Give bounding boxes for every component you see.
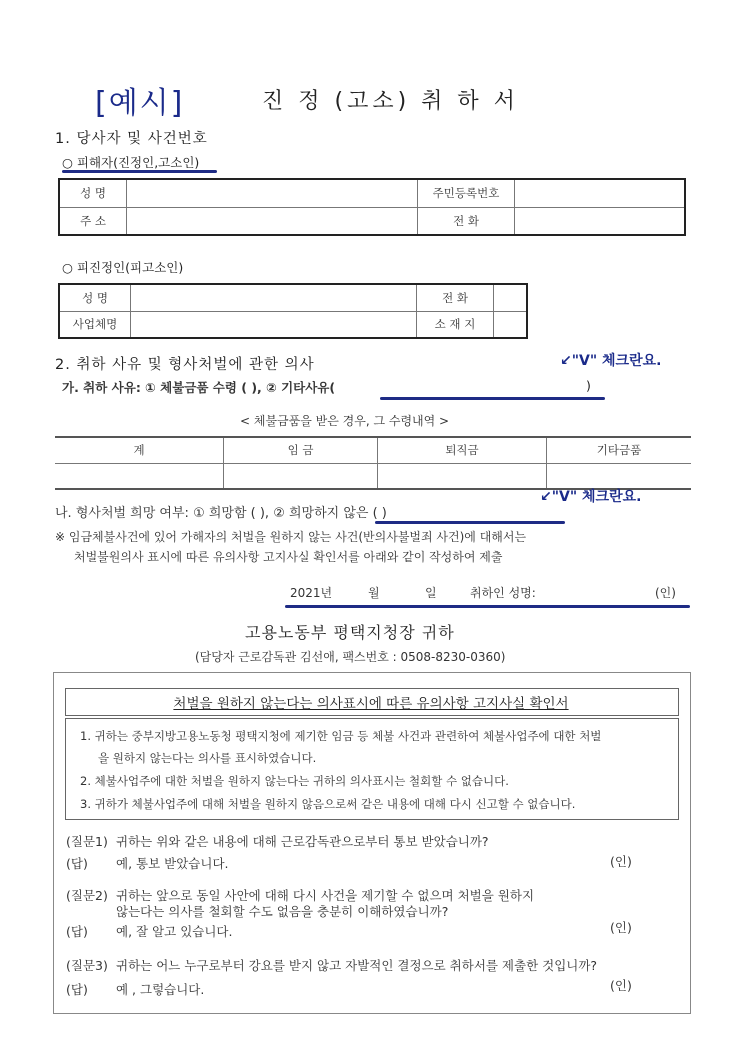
respondent-name-field[interactable] <box>131 284 417 311</box>
respondent-table <box>58 283 528 339</box>
check-annotation-2: ↙"V" 체크란요. <box>540 489 642 505</box>
respondent-company-label: 사업체명 <box>59 311 131 338</box>
a2-text: 예, 잘 알고 있습니다. <box>116 924 233 939</box>
signer-label: 취하인 성명: <box>470 586 536 600</box>
q3-text: 귀하는 어느 누구로부터 강요를 받지 않고 자발적인 결정으로 취하서를 제출한 것입니까? <box>116 958 598 973</box>
addressee-title: 고용노동부 평택지청장 귀하 <box>245 623 455 642</box>
reason-close: ) <box>586 378 591 393</box>
receipt-header-wage: 임 금 <box>224 437 378 463</box>
q2-text: 귀하는 앞으로 동일 사안에 대해 다시 사건을 제기할 수 없으며 처벌을 원하지 <box>116 888 535 903</box>
respondent-phone-label: 전 화 <box>417 284 494 311</box>
respondent-name-label: 성 명 <box>59 284 131 311</box>
reason-line: 가. 취하 사유: ① 체불금품 수령 ( ), ② 기타사유( <box>62 380 336 395</box>
date-underline <box>285 605 690 608</box>
victim-phone-field[interactable] <box>515 207 686 235</box>
q2-text-cont: 않는다는 의사를 철회할 수도 없음을 충분히 이해하였습니까? <box>116 904 449 919</box>
victim-name-label: 성 명 <box>59 179 127 207</box>
respondent-location-label: 소 재 지 <box>417 311 494 338</box>
victim-address-field[interactable] <box>127 207 418 235</box>
confirmation-item-3: 3. 귀하가 체불사업주에 대해 처벌을 원하지 않음으로써 같은 내용에 대해 다시 신고할 수 없습니다. <box>80 797 576 811</box>
respondent-location-field[interactable] <box>494 311 528 338</box>
confirmation-item-2: 2. 체불사업주에 대한 처벌을 원하지 않는다는 귀하의 의사표시는 철회할 수 없습니다. <box>80 774 509 788</box>
respondent-phone-field[interactable] <box>494 284 528 311</box>
receipt-header-total: 계 <box>55 437 224 463</box>
reason-underline <box>380 397 605 400</box>
punishment-line: 나. 형사처벌 희망 여부: ① 희망함 ( ), ② 희망하지 않은 ( ) <box>55 506 387 521</box>
signer-seal: (인) <box>655 586 676 600</box>
note-line-1: ※ 임금체불사건에 있어 가해자의 처벌을 원하지 않는 사건(반의사불벌죄 사건)에 대해서는 <box>55 530 527 544</box>
receipt-table <box>55 436 691 490</box>
victim-phone-label: 전 화 <box>418 207 515 235</box>
q2-label: (질문2) <box>66 888 108 903</box>
victim-id-field[interactable] <box>515 179 686 207</box>
a3-seal: (인) <box>610 978 632 993</box>
section2-heading: 2. 취하 사유 및 형사처벌에 관한 의사 <box>55 357 315 373</box>
victim-id-label: 주민등록번호 <box>418 179 515 207</box>
q1-label: (질문1) <box>66 834 108 849</box>
receipt-wage-field[interactable] <box>224 463 378 489</box>
a3-text: 예 , 그렇습니다. <box>116 982 205 997</box>
receipt-header-severance: 퇴직금 <box>378 437 547 463</box>
a1-text: 예, 통보 받았습니다. <box>116 856 229 871</box>
date-day: 일 <box>425 586 437 600</box>
victim-name-field[interactable] <box>127 179 418 207</box>
a2-label: (답) <box>66 924 88 939</box>
a2-seal: (인) <box>610 920 632 935</box>
respondent-company-field[interactable] <box>131 311 417 338</box>
victim-underline <box>62 170 217 173</box>
receipt-caption: < 체불금품을 받은 경우, 그 수령내역 > <box>240 414 450 428</box>
receipt-total-field[interactable] <box>55 463 224 489</box>
example-label: [예시] <box>95 86 185 121</box>
receipt-header-other: 기타금품 <box>547 437 692 463</box>
addressee-contact: (담당자 근로감독관 김선애, 팩스번호 : 0508-8230-0360) <box>195 650 506 664</box>
document-title: 진 정 (고소) 취 하 서 <box>262 89 519 114</box>
respondent-label: ○ 피진정인(피고소인) <box>62 260 184 275</box>
receipt-severance-field[interactable] <box>378 463 547 489</box>
section1-heading: 1. 당사자 및 사건번호 <box>55 131 208 147</box>
a3-label: (답) <box>66 982 88 997</box>
victim-label: ○ 피해자(진정인,고소인) <box>62 155 200 170</box>
victim-table <box>58 178 686 236</box>
q3-label: (질문3) <box>66 958 108 973</box>
punishment-underline <box>375 521 565 524</box>
confirmation-item-1-cont: 을 원하지 않는다는 의사를 표시하였습니다. <box>98 751 317 765</box>
victim-address-label: 주 소 <box>59 207 127 235</box>
date-month: 월 <box>368 586 380 600</box>
note-line-2: 처벌불원의사 표시에 따른 유의사항 고지사실 확인서를 아래와 같이 작성하여 제출 <box>74 550 503 564</box>
confirmation-item-1: 1. 귀하는 중부지방고용노동청 평택지청에 제기한 임금 등 체불 사건과 관련하여 체불사업주에 대한 처벌 <box>80 729 602 743</box>
a1-seal: (인) <box>610 854 632 869</box>
date-year: 2021년 <box>290 586 333 600</box>
q1-text: 귀하는 위와 같은 내용에 대해 근로감독관으로부터 통보 받았습니까? <box>116 834 489 849</box>
a1-label: (답) <box>66 856 88 871</box>
check-annotation-1: ↙"V" 체크란요. <box>560 353 662 369</box>
confirmation-title: 처벌을 원하지 않는다는 의사표시에 따른 유의사항 고지사실 확인서 <box>173 696 569 712</box>
